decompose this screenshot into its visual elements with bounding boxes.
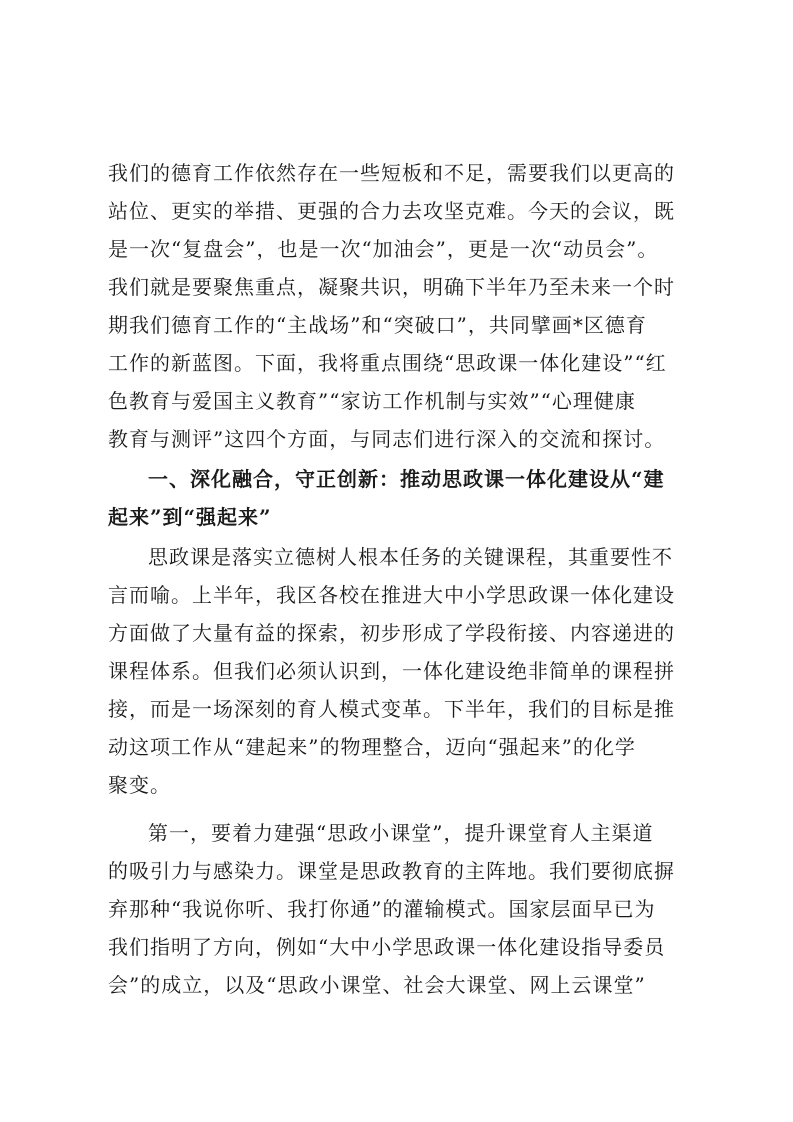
text-line: 聚变。 <box>108 773 171 797</box>
text-line: 教育与测评”这四个方面，与同志们进行深入的交流和探讨。 <box>108 427 666 451</box>
text-line: 接，而是一场深刻的育人模式变革。下半年，我们的目标是推 <box>108 697 675 721</box>
text-line: 我们指明了方向，例如“大中小学思政课一体化建设指导委员 <box>108 935 666 959</box>
text-line: 站位、更实的举措、更强的合力去攻坚克难。今天的会议，既 <box>108 199 675 223</box>
text-line: 会”的成立，以及“思政小课堂、社会大课堂、网上云课堂” <box>108 973 646 997</box>
text-line: 期我们德育工作的“主战场”和“突破口”，共同擘画*区德育 <box>108 313 647 337</box>
text-line: 弃那种“我说你听、我打你通”的灌输模式。国家层面早已为 <box>108 897 656 921</box>
heading-line: 一、深化融合，守正创新：推动思政课一体化建设从“建 <box>148 467 665 491</box>
text-line: 言而喻。上半年，我区各校在推进大中小学思政课一体化建设 <box>108 583 675 607</box>
text-line: 课程体系。但我们必须认识到，一体化建设绝非简单的课程拼 <box>108 659 675 683</box>
heading-line: 起来”到“强起来” <box>108 505 272 529</box>
text-line: 的吸引力与感染力。课堂是思政教育的主阵地。我们要彻底摒 <box>108 859 675 883</box>
text-line: 第一，要着力建强“思政小课堂”，提升课堂育人主渠道 <box>148 821 654 845</box>
text-line: 色教育与爱国主义教育”“家访工作机制与实效”“心理健康 <box>108 389 636 413</box>
text-line: 思政课是落实立德树人根本任务的关键课程，其重要性不 <box>148 545 673 569</box>
text-line: 工作的新蓝图。下面，我将重点围绕“思政课一体化建设”“红 <box>108 351 667 375</box>
text-line: 方面做了大量有益的探索，初步形成了学段衔接、内容递进的 <box>108 621 675 645</box>
text-line: 我们的德育工作依然存在一些短板和不足，需要我们以更高的 <box>108 161 675 185</box>
text-line: 动这项工作从“建起来”的物理整合，迈向“强起来”的化学 <box>108 735 636 759</box>
text-line: 我们就是要聚焦重点，凝聚共识，明确下半年乃至未来一个时 <box>108 275 675 299</box>
text-line: 是一次“复盘会”，也是一次“加油会”，更是一次“动员会”。 <box>108 237 659 261</box>
